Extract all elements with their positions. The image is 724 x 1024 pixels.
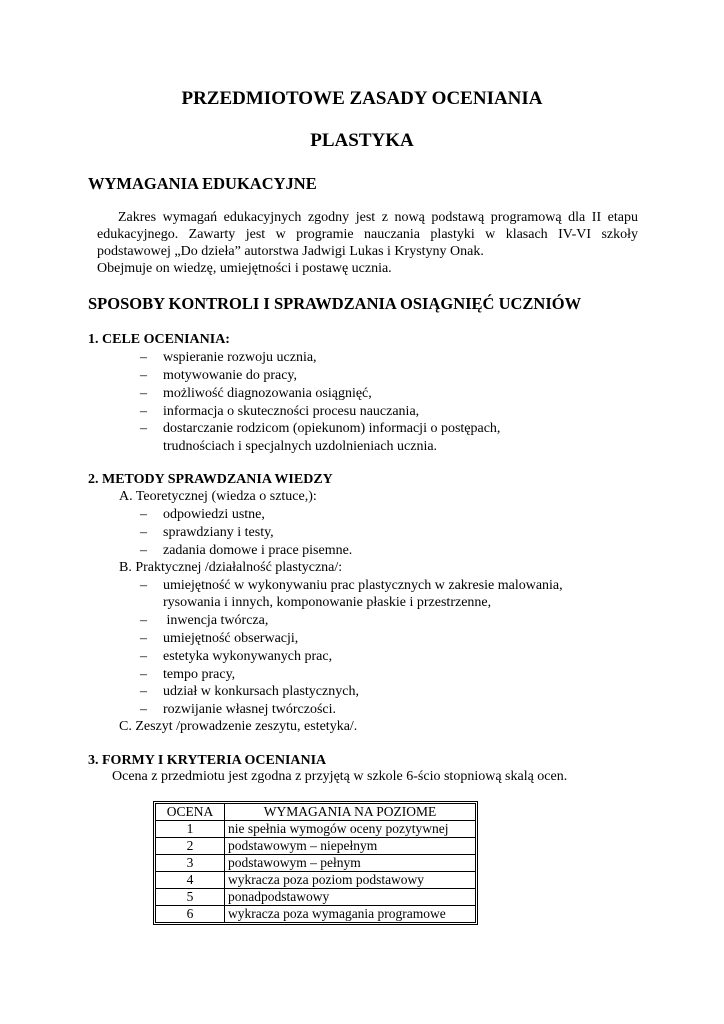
list-item-continuation: rysowania i innych, komponowanie płaskie i przestrzenne, — [163, 595, 492, 610]
list-item: sprawdziany i testy, — [163, 525, 274, 540]
list-item: inwencja twórcza, — [163, 613, 269, 628]
list-item: dostarczanie rodzicom (opiekunom) informacji o postępach, — [163, 421, 501, 436]
paragraph-line: podstawowej „Do dzieła” autorstwa Jadwigi Lukas i Krystyny Onak. — [97, 244, 484, 259]
list-dash: – — [140, 386, 147, 401]
list-dash: – — [140, 578, 147, 593]
table-header-ocena: OCENA — [156, 804, 225, 821]
list-dash: – — [140, 702, 147, 717]
table-cell-grade: 1 — [156, 821, 225, 838]
list-item: motywowanie do pracy, — [163, 368, 297, 383]
grades-table — [155, 803, 476, 923]
list-dash: – — [140, 631, 147, 646]
list-item: estetyka wykonywanych prac, — [163, 649, 333, 664]
table-row — [156, 821, 476, 838]
list-item: udział w konkursach plastycznych, — [163, 684, 359, 699]
paragraph-line: Obejmuje on wiedzę, umiejętności i postawę ucznia. — [97, 261, 392, 276]
list-dash: – — [140, 507, 147, 522]
list-item: umiejętność obserwacji, — [163, 631, 299, 646]
list-dash: – — [140, 404, 147, 419]
section-heading-wymagania: WYMAGANIA EDUKACYJNE — [88, 174, 317, 193]
list-dash: – — [140, 421, 147, 436]
table-cell-requirement: podstawowym – niepełnym — [225, 838, 476, 855]
sublist-label-c: C. Zeszyt /prowadzenie zeszytu, estetyka/. — [119, 719, 358, 734]
list-item: wspieranie rozwoju ucznia, — [163, 350, 317, 365]
list-dash: – — [140, 667, 147, 682]
table-row — [156, 889, 476, 906]
table-row — [156, 872, 476, 889]
table-cell-grade: 3 — [156, 855, 225, 872]
list-item-continuation: trudnościach i specjalnych uzdolnieniach ucznia. — [163, 439, 438, 454]
list-item: informacja o skuteczności procesu nauczania, — [163, 404, 420, 419]
table-cell-grade: 5 — [156, 889, 225, 906]
subsection-heading-cele: 1. CELE OCENIANIA: — [88, 332, 230, 347]
table-header-wymagania: WYMAGANIA NA POZIOME — [225, 804, 476, 821]
list-item: rozwijanie własnej twórczości. — [163, 702, 336, 717]
table-row — [156, 838, 476, 855]
table-cell-grade: 4 — [156, 872, 225, 889]
table-cell-requirement: wykracza poza wymagania programowe — [225, 906, 476, 923]
list-dash: – — [140, 543, 147, 558]
list-dash: – — [140, 613, 147, 628]
table-cell-grade: 6 — [156, 906, 225, 923]
sublist-label-b: B. Praktycznej /działalność plastyczna/: — [119, 560, 343, 575]
page-title: PRZEDMIOTOWE ZASADY OCENIANIA — [181, 88, 543, 109]
paragraph-line: Zakres wymagań edukacyjnych zgodny jest z nową podstawą programową dla II etapu — [118, 210, 638, 225]
table-cell-grade: 2 — [156, 838, 225, 855]
page-subtitle: PLASTYKA — [310, 130, 414, 151]
section-heading-sposoby: SPOSOBY KONTROLI I SPRAWDZANIA OSIĄGNIĘĆ UCZNIÓW — [88, 294, 582, 313]
subsection-heading-metody: 2. METODY SPRAWDZANIA WIEDZY — [88, 472, 333, 487]
list-item: umiejętność w wykonywaniu prac plastycznych w zakresie malowania, — [163, 578, 563, 593]
sublist-label-a: A. Teoretycznej (wiedza o sztuce,): — [119, 489, 317, 504]
table-cell-requirement: ponadpodstawowy — [225, 889, 476, 906]
list-item: odpowiedzi ustne, — [163, 507, 265, 522]
list-dash: – — [140, 368, 147, 383]
table-row — [156, 906, 476, 923]
table-cell-requirement: nie spełnia wymogów oceny pozytywnej — [225, 821, 476, 838]
list-item: tempo pracy, — [163, 667, 236, 682]
table-cell-requirement: podstawowym – pełnym — [225, 855, 476, 872]
list-dash: – — [140, 350, 147, 365]
list-dash: – — [140, 525, 147, 540]
list-dash: – — [140, 649, 147, 664]
table-header-row — [156, 804, 476, 821]
subsection-heading-formy: 3. FORMY I KRYTERIA OCENIANIA — [88, 753, 327, 768]
list-item: możliwość diagnozowania osiągnięć, — [163, 386, 372, 401]
paragraph-line: edukacyjnego. Zawarty jest w programie nauczania plastyki w klasach IV-VI szkoły — [97, 227, 638, 242]
list-item: zadania domowe i prace pisemne. — [163, 543, 353, 558]
table-cell-requirement: wykracza poza poziom podstawowy — [225, 872, 476, 889]
list-dash: – — [140, 684, 147, 699]
table-row — [156, 855, 476, 872]
formy-intro: Ocena z przedmiotu jest zgodna z przyjętą w szkole 6-ścio stopniową skalą ocen. — [112, 769, 568, 784]
